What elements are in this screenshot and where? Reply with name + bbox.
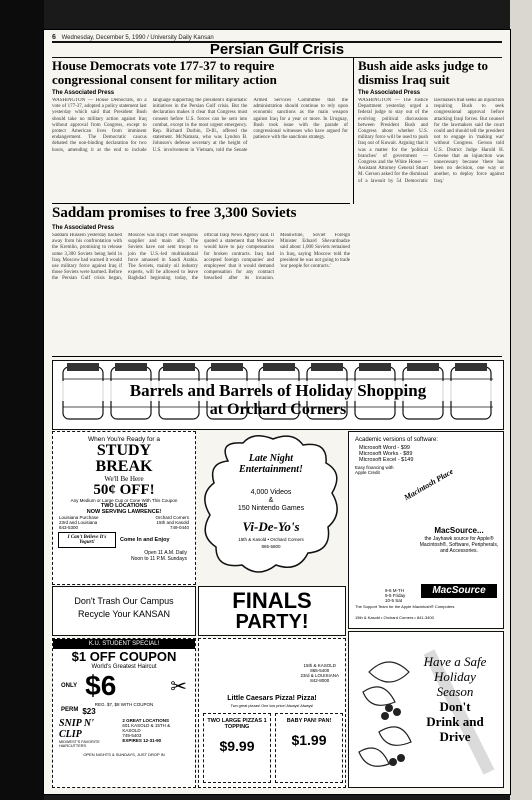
holiday-line4: Don't xyxy=(439,699,471,714)
come-in: Come In and Enjoy xyxy=(120,537,170,543)
academic-item-2: Microsoft Excel - $149 xyxy=(359,457,414,463)
study-break-offer-detail: Any Medium or Large Cup or Cone With This Coupon xyxy=(70,498,178,503)
study-break-now-serving: NOW SERVING LAWRENCE! xyxy=(86,509,162,515)
story3-headline: Saddam promises to free 3,300 Soviets xyxy=(52,205,297,221)
study-break-two-locations: TWO LOCATIONS xyxy=(100,503,148,509)
academic-item-1: Microsoft Works - $89 xyxy=(359,451,413,457)
haircut-phone: 749-5403 xyxy=(122,733,142,738)
study-break-footer xyxy=(53,530,195,550)
videos-address: 15th & Kasold • Orchard Corners xyxy=(238,537,304,542)
haircut-top: K.U. STUDENT SPECIAL! xyxy=(53,639,195,649)
folio xyxy=(52,34,214,41)
holiday-line3: Season xyxy=(436,684,474,699)
recycle-line1: Don't Trash Our Campus xyxy=(74,596,174,606)
macsource-ad xyxy=(348,431,504,629)
loc2-addr: 15th and Kasold xyxy=(156,520,189,525)
recycle-line2: Recycle Your KANSAN xyxy=(77,609,171,619)
academic-note: Easy financing with Apple Credit xyxy=(355,465,394,475)
loc2-name: Orchard Corners xyxy=(155,515,189,520)
pizza-right-title: BABY PAN! PAN! xyxy=(286,718,332,724)
pizza-right-price: $1.99 xyxy=(291,732,327,748)
orchard-ad-line2: at Orchard Corners xyxy=(209,401,347,418)
pizza-left-coupon xyxy=(203,713,271,783)
loc2-phone: 749-0440 xyxy=(169,525,189,530)
study-break-top: When You're Ready for a xyxy=(87,436,161,443)
haircut-only: ONLY xyxy=(61,683,78,689)
date-line: Wednesday, December 5, 1990 / University Daily Kansan xyxy=(61,35,214,41)
academic-heading: Academic versions of software: xyxy=(355,437,439,443)
macsource-address: 15th & Kasold • Orchard Corners • 841-3400 xyxy=(355,615,434,620)
finals-line2: PARTY! xyxy=(235,611,309,633)
holiday-text xyxy=(409,654,501,744)
videos-line2: & xyxy=(268,497,274,504)
pizza-tag: Two great pizzas! One low price! Always! Always! xyxy=(230,704,314,708)
story-divider xyxy=(52,203,350,204)
macsource-title: MacSource... xyxy=(434,526,484,535)
perm-label: PERM xyxy=(61,707,79,713)
column-rule xyxy=(353,58,354,204)
holiday-line2: Holiday xyxy=(434,669,476,684)
loc1-name: Louisiana Purchase xyxy=(59,515,99,520)
haircut-slogan: MIDWEST'S FAVORITE HAIRCUTTERS xyxy=(59,740,100,748)
story3-body: Saddam Hussein yesterday backed away from his confrontation with the Kremlin, promising to release some 3,300 Soviets being held in Iraq. Moscow had warned it would use military force against Iraq if those Soviets were harmed. Before the Persian Gulf crisis began, Moscow was Iraq's chief weapons supplier and main ally. The Soviets have not sent troops to join the U.S.-led multinational force amassed in Saudi Arabia. The Soviets, mainly oil industry experts, will be allowed to leave Baghdad beginning today, the official Iraqi News Agency said. It quoted a statement that Moscow would have to pay compensation for broken contracts. Iraq had accepted foreign companies' and employees' that it would demand compensation for any contract breached after its invasion. Meanwhile, Soviet Foreign Minister Eduard Shevardnadze said about 1,000 Soviets remained in Iraq, saying Moscow told the president he was not going to trade 'our people for contracts.' xyxy=(52,233,350,282)
academic-item-0: Microsoft Word - $99 xyxy=(359,445,410,451)
scanner-edge-left xyxy=(0,0,44,800)
macsource-hours: 9-6 M-TH 9-5 Friday 10-5 Sat xyxy=(385,588,406,603)
loc1-phone: 843-5300 xyxy=(59,525,79,530)
yogurt-logo: I Can't Believe It's Yogurt! xyxy=(58,532,116,548)
scanner-edge-right xyxy=(510,0,532,800)
holiday-line6: Drive xyxy=(439,729,471,744)
videos-ad xyxy=(198,431,344,583)
loc1-addr: 23rd and Louisiana xyxy=(59,520,98,525)
story3-byline: The Associated Press xyxy=(52,225,115,231)
study-break-title2: BREAK xyxy=(95,458,153,475)
recycle-ad xyxy=(52,586,196,636)
mascot-label: Macintosh Place xyxy=(402,466,455,503)
haircut-price-row xyxy=(53,670,195,702)
orchard-corners-ad xyxy=(52,360,504,430)
ads-divider xyxy=(52,356,502,357)
study-break-title1: STUDY xyxy=(96,442,152,459)
pizza-brand: Little Caesars Pizza! Pizza! xyxy=(227,695,317,702)
haircut-reg: REG. $7, $8 WITH COUPON xyxy=(94,702,154,707)
macsource-logo: MacSource xyxy=(421,584,497,598)
macsource-desc: the Jayhawk source for Apple® Macintosh®, Software, Peripherals, and Accessories. xyxy=(419,536,499,554)
story1-headline: House Democrats vote 177-37 to require congressional consent for military action xyxy=(52,58,277,87)
videos-line3: 150 Nintendo Games xyxy=(237,505,305,512)
newspaper-page xyxy=(44,30,510,794)
videos-brand: Vi-De-Yo's xyxy=(242,519,300,534)
story2-byline: The Associated Press xyxy=(358,90,421,96)
story2-body: WASHINGTON — The Justice Department yesterday urged a federal judge to stay out of the evolving political discussions between President Bush and Congress about whether U.S. military force will be used to push Iraq out of Kuwait. Arguing that it was a matter for the 'political branches' of government — Congress and the White House — Assistant Attorney General Stuart M. Gerson asked for the dismissal of a lawsuit by 54 Democratic lawmakers that seeks an injunction requiring Bush to seek congressional approval before attacking Iraqi forces. But counsel for the lawmakers said the court could and should tell the president not to engage in 'making war' without Congress. Gerson told U.S. District Judge Harold H. Greene that an injunction was unnecessary because 'there has been no decision, one way or another, to deploy force against Iraq.' xyxy=(358,98,504,184)
haircut-footer xyxy=(53,716,195,750)
videos-ribbon: Late Night Entertainment! xyxy=(239,453,303,475)
section-banner: Persian Gulf Crisis xyxy=(52,41,502,58)
videos-phone: 865-5800 xyxy=(261,544,281,549)
finals-party-ad xyxy=(198,586,346,636)
hours2: Noon to 11 P.M. Sundays xyxy=(131,556,187,562)
finals-line1: FINALS xyxy=(232,588,312,613)
holiday-line1: Have a Safe xyxy=(423,654,487,669)
pizza-left-title: TWO LARGE PIZZAS 1 TOPPING xyxy=(207,718,267,730)
haircut-coupon: $1 OFF COUPON xyxy=(71,649,177,664)
study-break-sub: We'll Be Here xyxy=(104,475,144,483)
holiday-line5: Drink and xyxy=(426,714,484,729)
story1-body: WASHINGTON — House Democrats, on a vote of 177-37, adopted a policy statement last yesterday which said that President Bush should take no military action against Iraq without approval from Congress, except to protect American lives from imminent endangerment. The Democratic caucus debated the non-binding declaration for two hours, amending it at the end to include language supporting the president's diplomatic initiatives in the Persian Gulf crisis. But the declaration makes it clear that Congress must consent before U.S. forces can be sent into combat, except in the most urgent emergency. Rep. Richard Durbin, D-Ill., offered the statement. McNamara, who was Lyndon B. Johnson's defense secretary at the height of U.S. involvement in Vietnam, told the Senate Armed Services Committee that the administration should continue to rely upon economic sanctions as the main weapon against Iraq for a year or more. In Uruguay, Bush took issue with the parade of congressional witnesses who have argued for patience with the sanctions strategy. xyxy=(52,98,348,153)
pizza-right-coupon xyxy=(275,713,343,783)
haircut-price: $6 xyxy=(85,670,117,701)
holiday-ad xyxy=(348,631,504,788)
haircut-ad xyxy=(52,638,196,788)
haircut-expires: EXPIRES 12-31-90 xyxy=(122,738,162,743)
study-break-offer: 50¢ OFF! xyxy=(93,482,155,498)
perm-row xyxy=(53,707,195,716)
pizza-locations: 15th & KASOLD 865-5400 23rd & LOUISIANA 842-8000 xyxy=(300,663,339,683)
videos-line1: 4,000 Videos xyxy=(250,489,292,496)
page-number: 6 xyxy=(52,34,56,41)
perm-price: $23 xyxy=(82,707,96,716)
haircut-hours: OPEN NIGHTS & SUNDAYS, JUST DROP IN xyxy=(83,752,165,757)
study-break-ad xyxy=(52,431,196,585)
study-break-locations xyxy=(53,515,195,530)
pizza-ad xyxy=(198,638,346,788)
pizza-left-price: $9.99 xyxy=(219,738,255,754)
scissors-icon: ✂ xyxy=(170,675,187,698)
story1-byline: The Associated Press xyxy=(52,90,115,96)
macsource-tagline: The Support Team for the Apple Macintosh® Computers xyxy=(355,604,455,609)
haircut-brand: SNIP N' CLIP xyxy=(59,718,94,740)
apple-logo-icon xyxy=(451,570,459,581)
hours1: Open 11 A.M. Daily xyxy=(144,550,187,556)
haircut-famous: World's Greatest Haircut xyxy=(91,664,157,670)
story2-headline: Bush aide asks judge to dismiss Iraq suit xyxy=(358,58,489,87)
haircut-loc1: 601 KASOLD & 15TH & KASOLD xyxy=(122,723,171,733)
orchard-ad-line1: Barrels and Barrels of Holiday Shopping xyxy=(53,381,503,401)
haircut-locations: 2 GREAT LOCATIONS xyxy=(122,718,169,723)
